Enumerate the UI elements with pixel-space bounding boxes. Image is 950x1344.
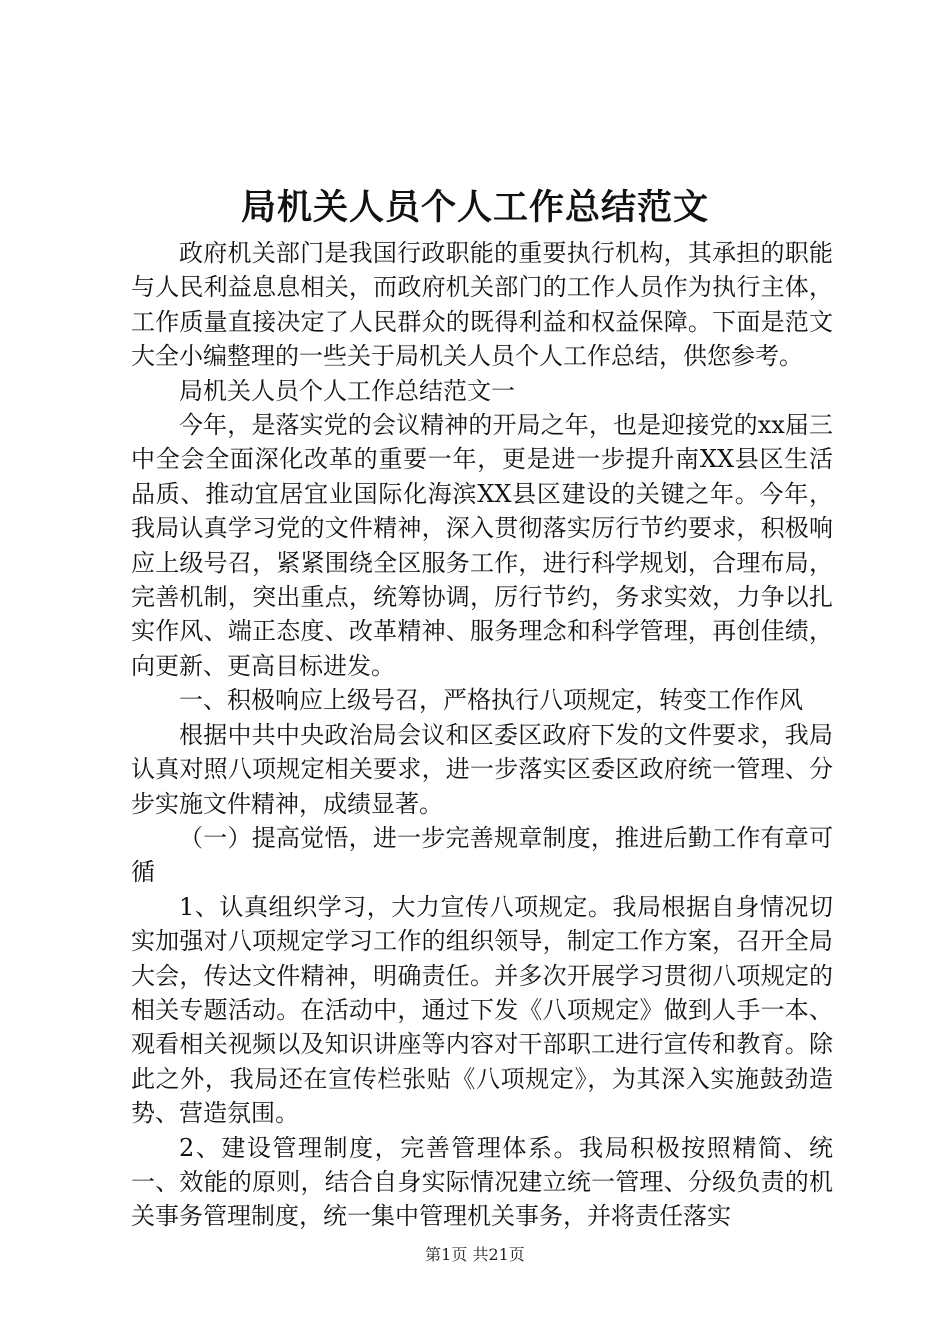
document-body — [131, 236, 833, 1234]
subsection-heading: （一）提高觉悟，进一步完善规章制度，推进后勤工作有章可循 — [131, 823, 833, 887]
paragraph: 根据中共中央政治局会议和区委区政府下发的文件要求，我局认真对照八项规定相关要求，进一步落实区委区政府统一管理、分步实施文件精神，成绩显著。 — [131, 720, 833, 818]
paragraph: 今年，是落实党的会议精神的开局之年，也是迎接党的xx届三中全会全面深化改革的重要一年，更是进一步提升南XX县区生活品质、推动宜居宜业国际化海滨XX县区建设的关键之年。今年，我局认真学习党的文件精神，深入贯彻落实厉行节约要求，积极响应上级号召，紧紧围绕全区服务工作，进行科学规划，合理布局，完善机制，突出重点，统筹协调，厉行节约，务求实效，力争以扎实作风、端正态度、改革精神、服务理念和科学管理，再创佳绩，向更新、更高目标进发。 — [131, 411, 833, 680]
paragraph: 2、建设管理制度，完善管理体系。我局积极按照精简、统一、效能的原则，结合自身实际情况建立统一管理、分级负责的机关事务管理制度，统一集中管理机关事务，并将责任落实 — [131, 1133, 833, 1231]
page-title: 局机关人员个人工作总结范文 — [240, 187, 709, 228]
subsection-heading: 一、积极响应上级号召，严格执行八项规定，转变工作作风 — [179, 686, 803, 715]
paragraph-intro: 政府机关部门是我国行政职能的重要执行机构，其承担的职能与人民利益息息相关，而政府机关部门的工作人员作为执行主体，工作质量直接决定了人民群众的既得利益和权益保障。下面是范文大全小编整理的一些关于局机关人员个人工作总结，供您参考。 — [131, 239, 833, 371]
section-heading: 局机关人员个人工作总结范文一 — [179, 376, 515, 405]
paragraph: 1、认真组织学习，大力宣传八项规定。我局根据自身情况切实加强对八项规定学习工作的组织领导，制定工作方案，召开全局大会，传达文件精神，明确责任。并多次开展学习贯彻八项规定的相关专题活动。在活动中，通过下发《八项规定》做到人手一本、观看相关视频以及知识讲座等内容对干部职工进行宣传和教育。除此之外，我局还在宣传栏张贴《八项规定》，为其深入实施鼓劲造势、营造氛围。 — [131, 892, 833, 1128]
page-footer: 第1页 共21页 — [425, 1245, 525, 1264]
